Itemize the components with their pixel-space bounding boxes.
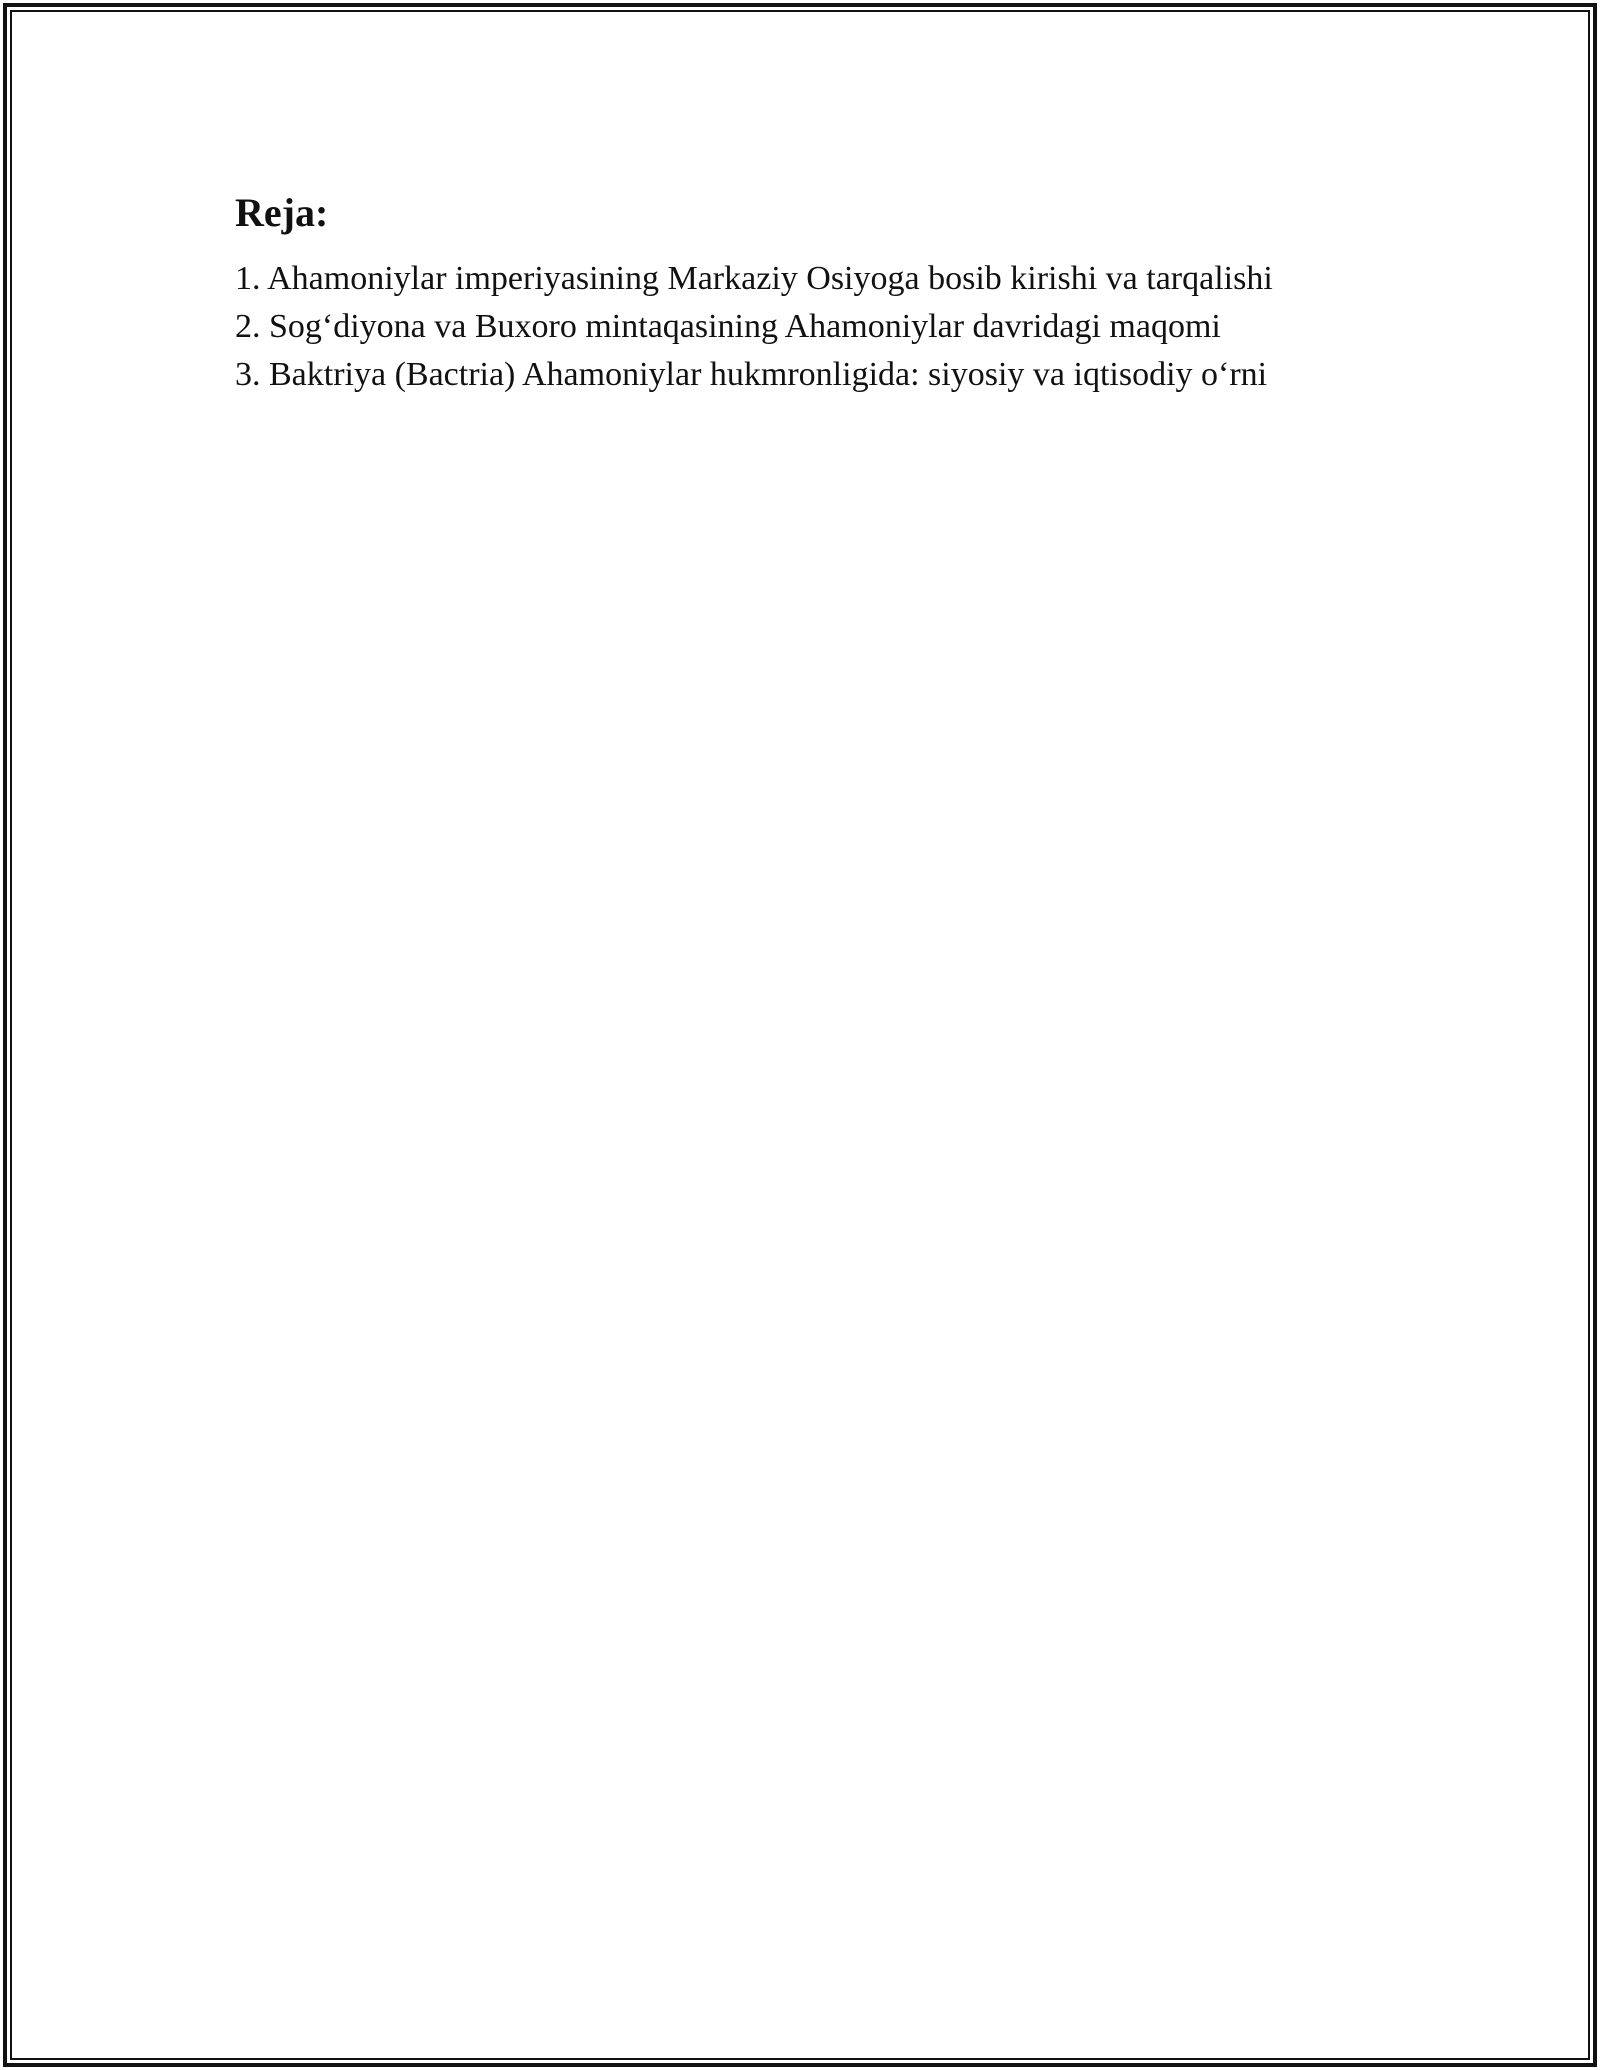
plan-item-text: Baktriya (Bactria) Ahamoniylar hukmronligida: siyosiy va iqtisodiy o‘rni xyxy=(269,356,1268,393)
plan-heading: Reja: xyxy=(235,190,329,235)
plan-item-2 xyxy=(235,303,1435,351)
document-body xyxy=(235,185,1435,399)
plan-list xyxy=(235,255,1435,399)
plan-item-text: Ahamoniylar imperiyasining Markaziy Osiyoga bosib kirishi va tarqalishi xyxy=(267,260,1273,297)
plan-item-1 xyxy=(235,255,1435,303)
plan-item-number: 3. xyxy=(235,356,261,393)
plan-item-number: 1. xyxy=(235,260,261,297)
plan-item-text: Sog‘diyona va Buxoro mintaqasining Ahamoniylar davridagi maqomi xyxy=(269,308,1221,345)
plan-item-3 xyxy=(235,351,1435,399)
plan-item-number: 2. xyxy=(235,308,261,345)
